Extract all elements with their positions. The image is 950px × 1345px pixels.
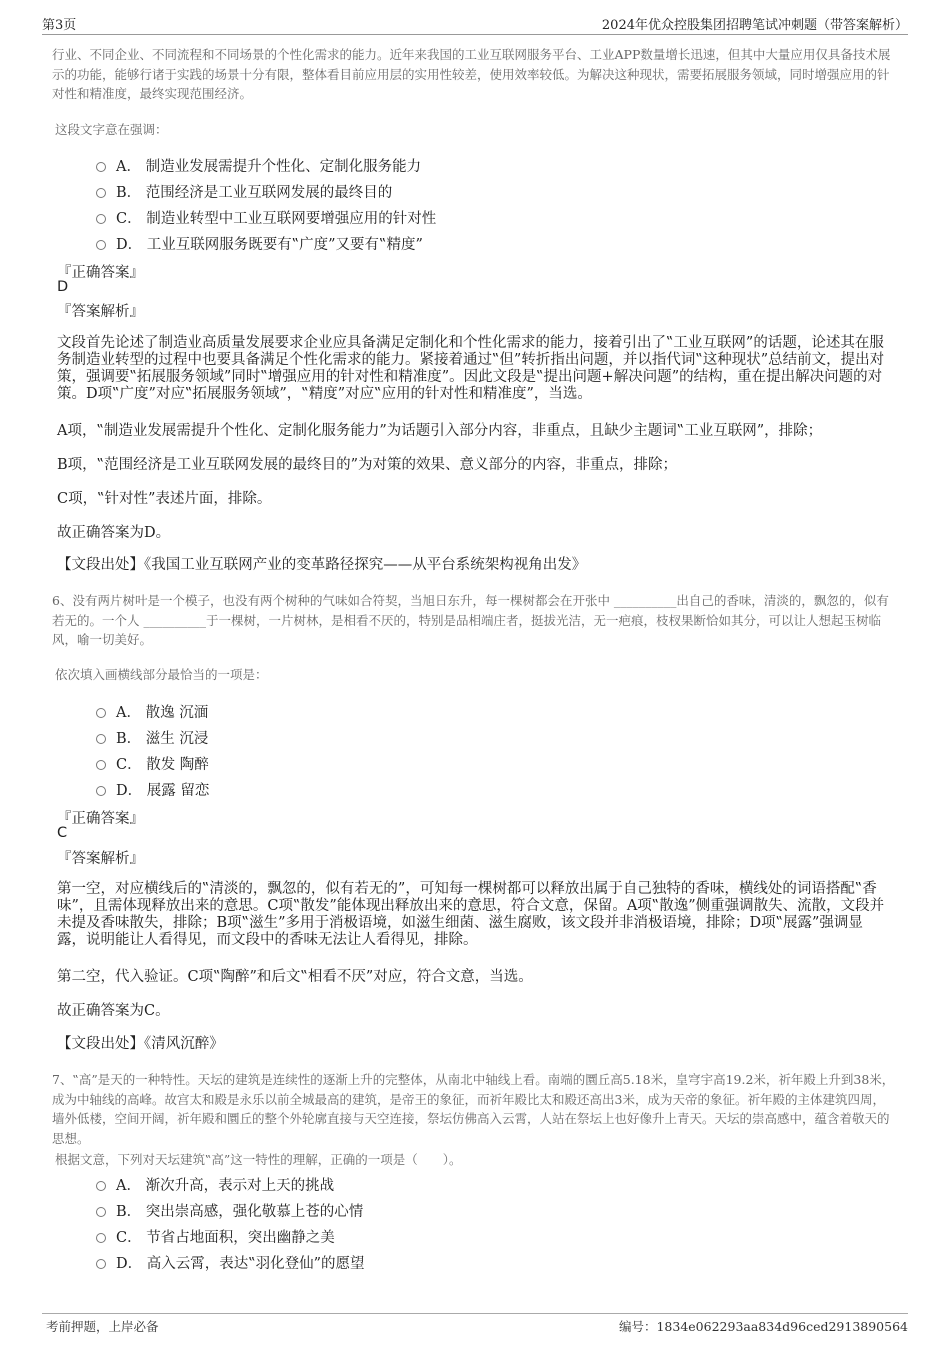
- q7-stem: 根据文意，下列对天坛建筑‟高”这一特性的理解，正确的一项是（ ）。: [55, 1152, 462, 1167]
- radio-icon[interactable]: [96, 1233, 106, 1243]
- q6-option-b[interactable]: B． 滋生 沉浸: [96, 727, 208, 748]
- q5-analysis-label: 『答案解析』: [57, 304, 144, 320]
- q7-option-c[interactable]: C． 节省占地面积，突出幽静之美: [96, 1226, 335, 1247]
- q6-answer-label: 『正确答案』: [57, 811, 144, 827]
- radio-icon[interactable]: [96, 786, 106, 796]
- radio-icon[interactable]: [96, 734, 106, 744]
- q5-answer-label: 『正确答案』: [57, 265, 144, 281]
- footer-slogan: 考前押题，上岸必备: [46, 1319, 159, 1334]
- q6-analysis-second: 第二空，代入验证。C项‟陶醉”和后文‟相看不厌”对应，符合文意，当选。: [57, 969, 533, 985]
- radio-icon[interactable]: [96, 1207, 106, 1217]
- q6-option-a[interactable]: A． 散逸 沉湎: [96, 701, 208, 722]
- q5-analysis-a: A项，‟制造业发展需提升个性化、定制化服务能力”为话题引入部分内容，非重点，且缺少主题词‟工业互联网”，排除；: [57, 423, 823, 439]
- page-footer: [42, 1313, 908, 1336]
- page-header: [42, 14, 908, 35]
- q5-analysis-main: 文段首先论述了制造业高质量发展要求企业应具备满足定制化和个性化需求的能力，接着引出了‟工业互联网”的话题，论述其在服务制造业转型的过程中也要具备满足个性化需求的能力。紧接着通过‟但”转折指出问题，并以指代词‟这种现状”总结前文，提出对策，强调要‟拓展服务领域”同时‟增强应用的针对性和精准度”。因此文段是‟提出问题+解决问题”的结构，重在提出解决问题的对策。D项‟广度”对应‟拓展服务领域”，‟精度”对应‟应用的针对性和精准度”，当选。: [57, 335, 885, 402]
- radio-icon[interactable]: [96, 1181, 106, 1191]
- document-title: 2024年优众控股集团招聘笔试冲刺题（带答案解析）: [601, 18, 908, 33]
- q6-analysis-label: 『答案解析』: [57, 851, 144, 867]
- q6-analysis-main: 第一空，对应横线后的‟清淡的，飘忽的，似有若无的”，可知每一棵树都可以释放出属于自己独特的香味，横线处的词语搭配‟香味”，且需体现释放出来的意思。C项‟散发”能体现出释放出来的意思，符合文意，保留。A项‟散逸”侧重强调散失、流散，文段并未提及香味散失，排除；B项‟滋生”多用于消极语境，如滋生细菌、滋生腐败，该文段并非消极语境，排除；D项‟展露”强调显露，说明能让人看得见，而文段中的香味无法让人看得见，排除。: [57, 881, 885, 948]
- q5-conclusion: 故正确答案为D。: [57, 525, 171, 541]
- document-id: 编号：1834e062293aa834d96ced2913890564: [618, 1319, 908, 1334]
- q5-option-d[interactable]: D． 工业互联网服务既要有‟广度”又要有‟精度”: [96, 233, 423, 254]
- q6-passage: 6、没有两片树叶是一个模子，也没有两个树种的气味如合符契，当旭日东升，每一棵树都会在开张中 __________出自己的香味，清淡的，飘忽的，似有若无的。一个人 __________于一棵树，一片树林，是相看不厌的，特别是品相端庄者，挺拔光洁，无一疤痕，枝杈果断恰如其分，可以让人想起玉树临风，喻一切美好。: [52, 593, 889, 648]
- q6-answer: C: [57, 825, 68, 841]
- radio-icon[interactable]: [96, 188, 106, 198]
- radio-icon[interactable]: [96, 214, 106, 224]
- radio-icon[interactable]: [96, 240, 106, 250]
- q5-option-c[interactable]: C． 制造业转型中工业互联网要增强应用的针对性: [96, 207, 436, 228]
- radio-icon[interactable]: [96, 760, 106, 770]
- q7-option-b[interactable]: B． 突出崇高感，强化敬慕上苍的心情: [96, 1200, 363, 1221]
- radio-icon[interactable]: [96, 1259, 106, 1269]
- q6-source: 【文段出处】《清风沉醉》: [57, 1036, 224, 1052]
- page-number: 第3页: [42, 18, 77, 33]
- q5-analysis-c: C项，‟针对性”表述片面，排除。: [57, 491, 272, 507]
- q6-option-d[interactable]: D． 展露 留恋: [96, 779, 209, 800]
- q5-analysis-b: B项，‟范围经济是工业互联网发展的最终目的”为对策的效果、意义部分的内容，非重点，排除；: [57, 457, 677, 473]
- q6-conclusion: 故正确答案为C。: [57, 1003, 170, 1019]
- q5-answer: D: [57, 279, 69, 295]
- radio-icon[interactable]: [96, 162, 106, 172]
- q6-stem: 依次填入画横线部分最恰当的一项是：: [55, 667, 268, 682]
- q5-option-a[interactable]: A． 制造业发展需提升个性化、定制化服务能力: [96, 155, 421, 176]
- q7-passage: 7、‟高”是天的一种特性。天坛的建筑是连续性的逐渐上升的完整体，从南北中轴线上看。南端的圜丘高5.18米，皇穹宇高19.2米，祈年殿上升到38米，成为中轴线的高峰。故宫太和殿是永乐以前全城最高的建筑，是帝王的象征，而祈年殿比太和殿还高出3米，成为天帝的象征。祈年殿的主体建筑四周，墙外低楼，空间开阔，祈年殿和圜丘的整个外轮廓直接与天空连接，祭坛仿佛高入云霄，人站在祭坛上也好像升上青天。天坛的崇高感中，蕴含着敬天的思想。: [52, 1072, 895, 1146]
- q5-source: 【文段出处】《我国工业互联网产业的变革路径探究——从平台系统架构视角出发》: [57, 557, 587, 573]
- q7-option-d[interactable]: D． 高入云霄，表达‟羽化登仙”的愿望: [96, 1252, 365, 1273]
- q5-stem: 这段文字意在强调：: [55, 122, 168, 137]
- q5-option-b[interactable]: B． 范围经济是工业互联网发展的最终目的: [96, 181, 392, 202]
- q7-option-a[interactable]: A． 渐次升高，表示对上天的挑战: [96, 1174, 334, 1195]
- q5-passage: 行业、不同企业、不同流程和不同场景的个性化需求的能力。近年来我国的工业互联网服务平台、工业APP数量增长迅速，但其中大量应用仅具备技术展示的功能，能够行诸于实践的场景十分有限，整体看目前应用层的实用性较差，使用效率较低。为解决这种现状，需要拓展服务领域，同时增强应用的针对性和精准度，最终实现范围经济。: [52, 47, 891, 102]
- radio-icon[interactable]: [96, 708, 106, 718]
- q6-option-c[interactable]: C． 散发 陶醉: [96, 753, 209, 774]
